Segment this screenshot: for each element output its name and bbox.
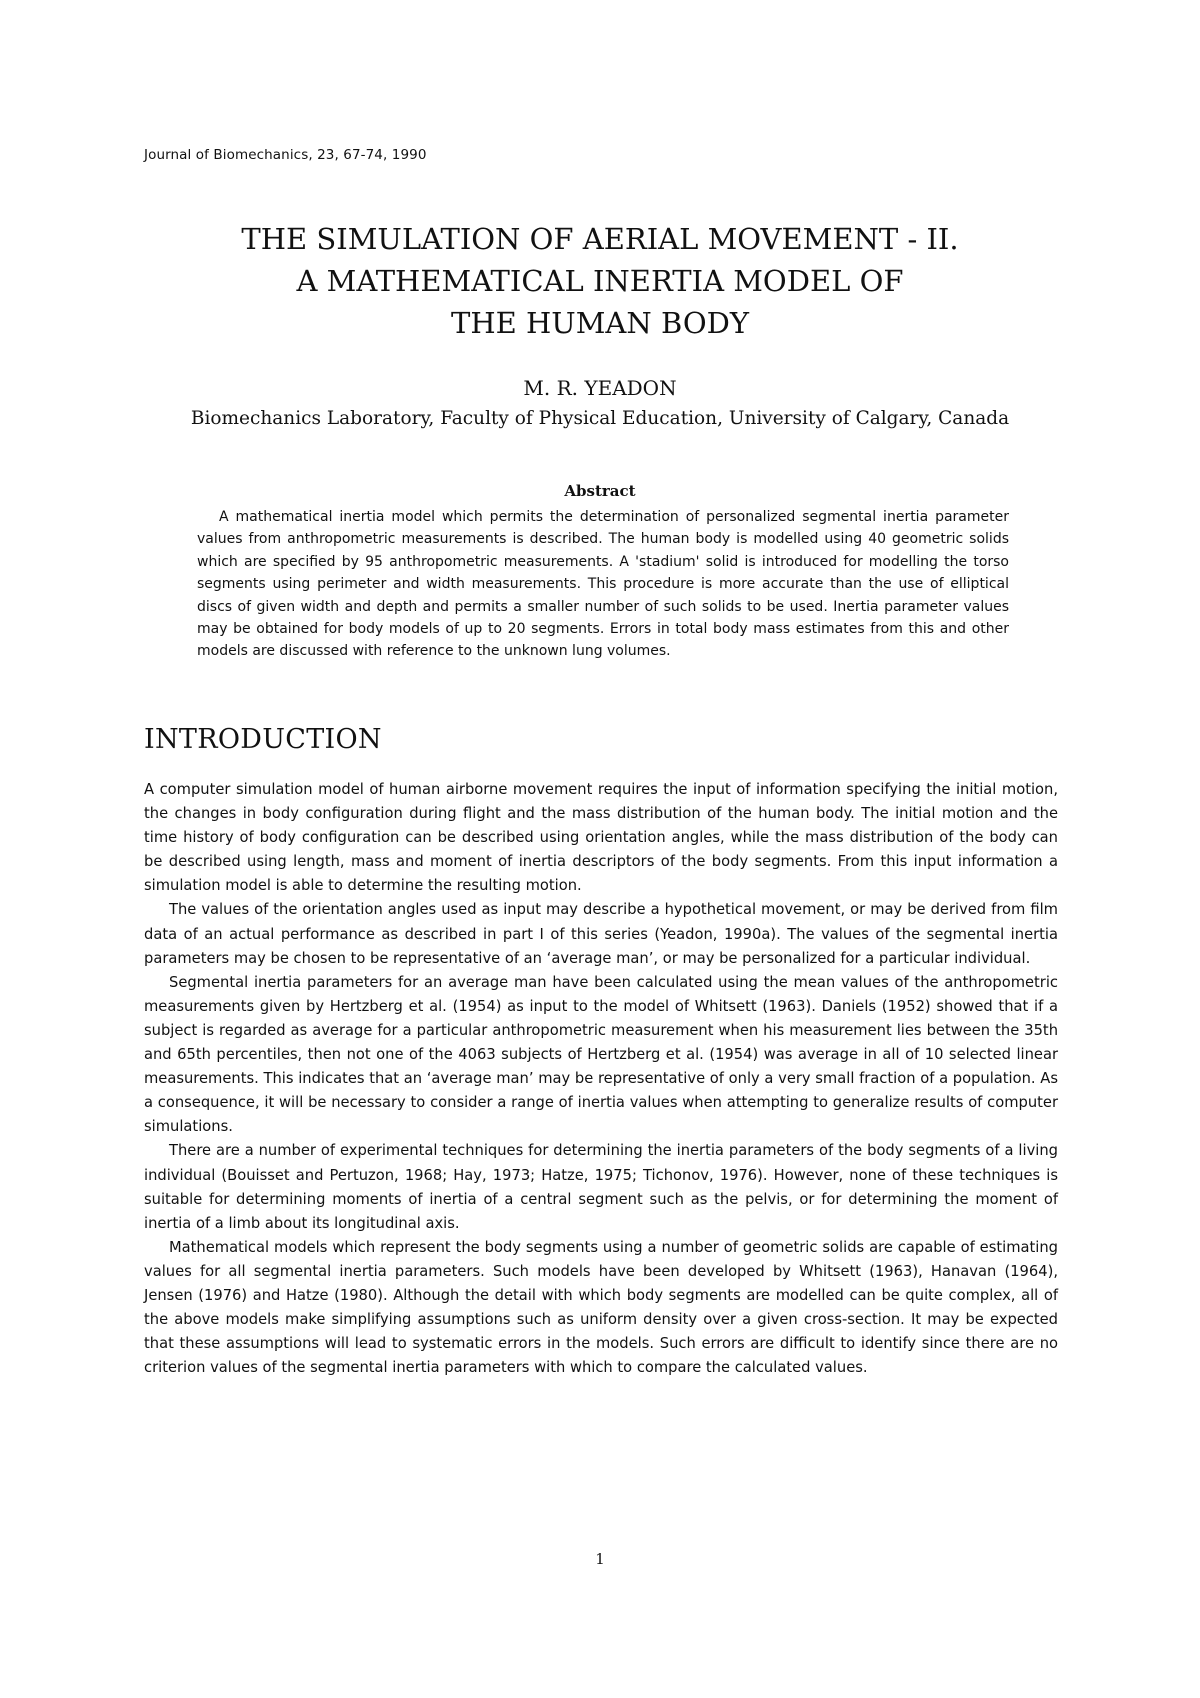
paper-title [144, 218, 1056, 344]
paragraph: Segmental inertia parameters for an average man have been calculated using the mean values of the anthropometric measurements given by Hertzberg et al. (1954) as input to the model of Whitsett (1963). Daniels (1952) showed that if a subject is regarded as average for a particular anthropometric measurement when his measurement lies between the 35th and 65th percentiles, then not one of the 4063 subjects of Hertzberg et al. (1954) was average in all of 10 selected linear measurements. This indicates that an ‘average man’ may be representative of only a very small fraction of a population. As a consequence, it will be necessary to consider a range of inertia values when attempting to generalize results of computer simulations. [144, 973, 1058, 1136]
journal-reference: Journal of Biomechanics, 23, 67-74, 1990 [144, 147, 427, 163]
paragraph: Mathematical models which represent the body segments using a number of geometric solids are capable of estimating values for all segmental inertia parameters. Such models have been developed by Whitsett (1963), Hanavan (1964), Jensen (1976) and Hatze (1980). Although the detail with which body segments are modelled can be quite complex, all of the above models make simplifying assumptions such as uniform density over a given cross-section. It may be expected that these assumptions will lead to systematic errors in the models. Such errors are difficult to identify since there are no criterion values of the segmental inertia parameters with which to compare the calculated values. [144, 1238, 1058, 1377]
title-line-2: A MATHEMATICAL INERTIA MODEL OF [296, 264, 904, 298]
section-heading-introduction: INTRODUCTION [144, 724, 382, 755]
author-name: M. R. YEADON [523, 376, 677, 400]
paragraph: There are a number of experimental techniques for determining the inertia parameters of the body segments of a living individual (Bouisset and Pertuzon, 1968; Hay, 1973; Hatze, 1975; Tichonov, 1976). However, none of these techniques is suitable for determining moments of inertia of a central segment such as the pelvis, or for determining the moment of inertia of a limb about its longitudinal axis. [144, 1142, 1058, 1232]
title-line-1: THE SIMULATION OF AERIAL MOVEMENT - II. [241, 222, 959, 256]
introduction-body [144, 778, 1058, 1380]
paragraph: A computer simulation model of human airborne movement requires the input of information specifying the initial motion, the changes in body configuration during flight and the mass distribution of the human body. The initial motion and the time history of body configuration can be described using orientation angles, while the mass distribution of the body can be described using length, mass and moment of inertia descriptors of the body segments. From this input information a simulation model is able to determine the resulting motion. [144, 781, 1058, 895]
author-affiliation: Biomechanics Laboratory, Faculty of Physical Education, University of Calgary, Canada [190, 408, 1010, 429]
page-number: 1 [595, 1550, 605, 1568]
title-line-3: THE HUMAN BODY [450, 306, 749, 340]
abstract-text: A mathematical inertia model which permits the determination of personalized segmental inertia parameter values from anthropometric measurements is described. The human body is modelled using 40 geometric solids which are specified by 95 anthropometric measurements. A 'stadium' solid is introduced for modelling the torso segments using perimeter and width measurements. This procedure is more accurate than the use of elliptical discs of given width and depth and permits a smaller number of such solids to be used. Inertia parameter values may be obtained for body models of up to 20 segments. Errors in total body mass estimates from this and other models are discussed with reference to the unknown lung volumes. [197, 509, 1009, 660]
paragraph: The values of the orientation angles used as input may describe a hypothetical movement, or may be derived from film data of an actual performance as described in part I of this series (Yeadon, 1990a). The values of the segmental inertia parameters may be chosen to be representative of an ‘average man’, or may be personalized for a particular individual. [144, 901, 1058, 967]
abstract-heading: Abstract [564, 482, 636, 500]
